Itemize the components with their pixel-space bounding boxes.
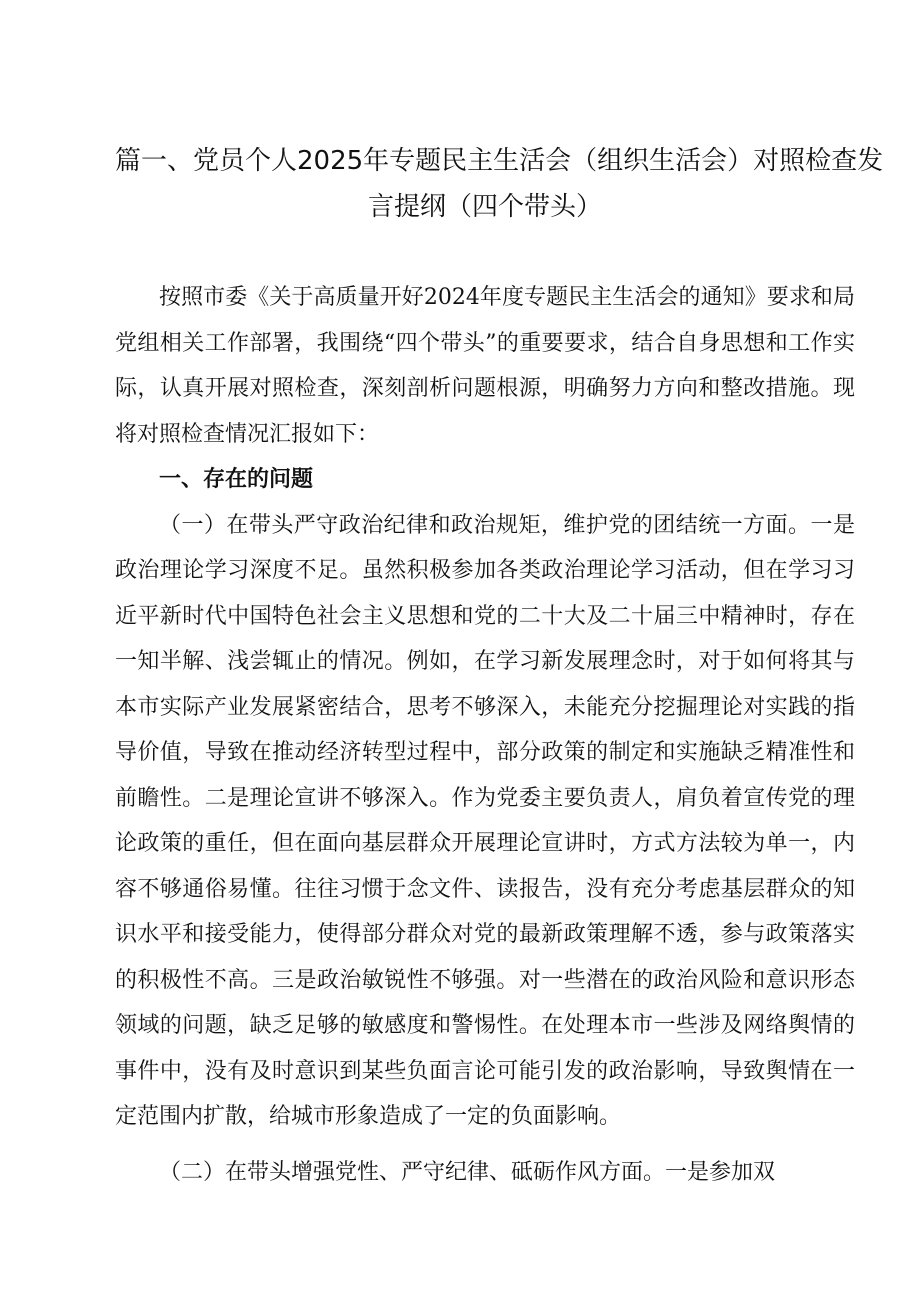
- paragraph-party-spirit: （二）在带头增强党性、严守纪律、砥砺作风方面。一是参加双: [159, 1159, 776, 1185]
- paragraph-political-discipline: （一）在带头严守政治纪律和政治规矩，维护党的团结统一方面。一是政治理论学习深度不足。虽然积极参加各类政治理论学习活动，但在学习习近平新时代中国特色社会主义思想和党的二十大及二十届三中精神时，存在一知半解、浅尝辄止的情况。例如，在学习新发展理念时，对于如何将其与本市实际产业发展紧密结合，思考不够深入，未能充分挖掘理论对实践的指导价值，导致在推动经济转型过程中，部分政策的制定和实施缺乏精准性和前瞻性。二是理论宣讲不够深入。作为党委主要负责人，肩负着宣传党的理论政策的重任，但在面向基层群众开展理论宣讲时，方式方法较为单一，内容不够通俗易懂。往往习惯于念文件、读报告，没有充分考虑基层群众的知识水平和接受能力，使得部分群众对党的最新政策理解不透，参与政策落实的积极性不高。三是政治敏锐性不够强。对一些潜在的政治风险和意识形态领域的问题，缺乏足够的敏感度和警惕性。在处理本市一些涉及网络舆情的事件中，没有及时意识到某些负面言论可能引发的政治影响，导致舆情在一定范围内扩散，给城市形象造成了一定的负面影响。: [115, 512, 855, 1129]
- paragraph-gap: [115, 1140, 855, 1150]
- document-body: [115, 275, 855, 1195]
- section-heading-problems: 一、存在的问题: [159, 467, 314, 492]
- document-title-line-2: 言提纲（四个带头）: [367, 192, 602, 222]
- document-title-line-1: 篇一、党员个人2025年专题民主生活会（组织生活会）对照检查发: [115, 146, 884, 176]
- intro-paragraph: 按照市委《关于高质量开好2024年度专题民主生活会的通知》要求和局党组相关工作部署，我围绕“四个带头”的重要要求，结合自身思想和工作实际，认真开展对照检查，深刻剖析问题根源，明确努力方向和整改措施。现将对照检查情况汇报如下：: [115, 285, 855, 447]
- document-title: [115, 138, 884, 230]
